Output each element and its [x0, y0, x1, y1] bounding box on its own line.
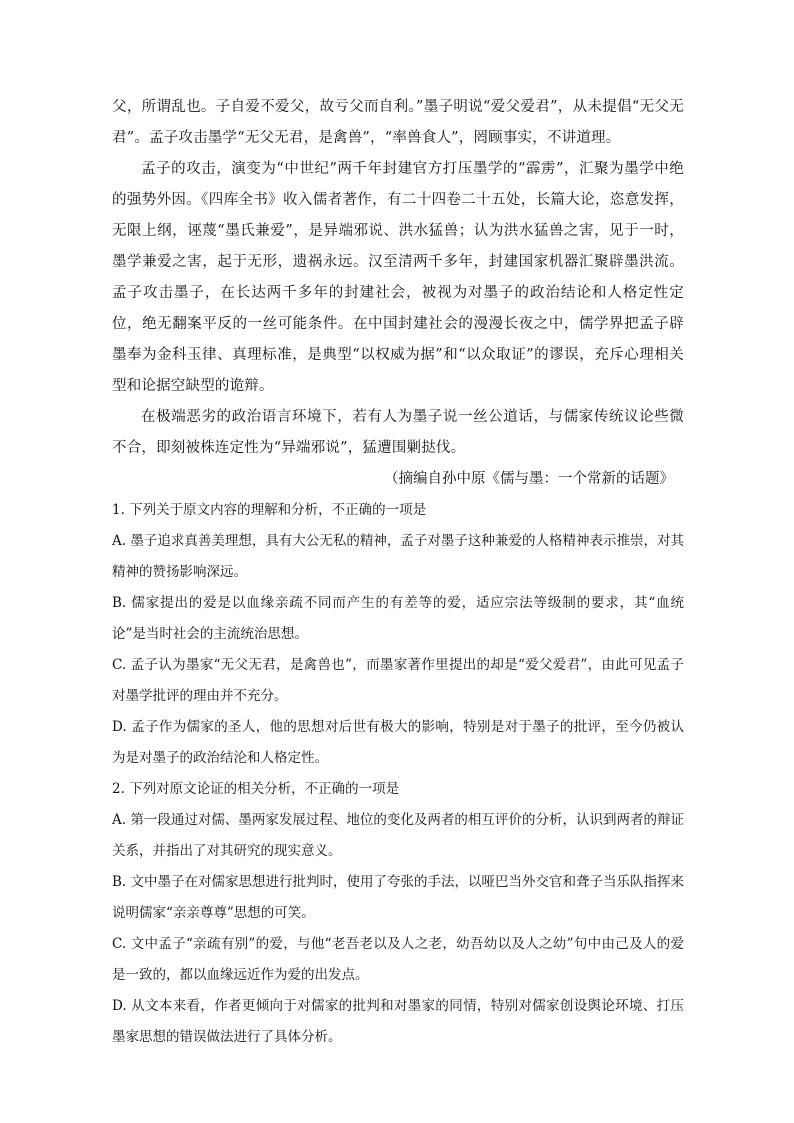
- question-option: C. 孟子认为墨家“无父无君，是禽兽也”，而墨家著作里提出的却是“爱父爱君”，由此可见孟子对墨学批评的理由并不充分。: [112, 657, 684, 704]
- question-option: B. 文中墨子在对儒家思想进行批判时，使用了夸张的手法，以哑巴当外交官和聋子当乐队指挥来说明儒家“亲亲尊尊”思想的可笑。: [112, 874, 685, 921]
- question-option: D. 从文本来看，作者更倾向于对儒家的批判和对墨家的同情，特别对儒家创设舆论环境、打压墨家思想的错误做法进行了具体分析。: [112, 998, 684, 1045]
- question-2: [112, 774, 684, 1053]
- passage-source: （摘编自孙中原《儒与墨：一个常新的话题》: [384, 471, 674, 487]
- passage-paragraph-1: 父，所谓乱也。子自爱不爱父，故亏父而自利。”墨子明说“爱父爱君”，从未提倡“无父无君”。孟子攻击墨学“无父无君，是禽兽”，“率兽食人”，罔顾事实，不讲道理。: [112, 99, 684, 146]
- question-stem: 1. 下列关于原文内容的理解和分析，不正确的一项是: [112, 502, 427, 518]
- question-option: C. 文中孟子“亲疏有别”的爱，与他“老吾老以及人之老，幼吾幼以及人之幼”句中由己及人的爱是一致的，都以血缘远近作为爱的出发点。: [112, 936, 684, 983]
- question-1: [112, 495, 684, 774]
- question-option: B. 儒家提出的爱是以血缘亲疏不同而产生的有差等的爱，适应宗法等级制的要求，其“血统论”是当时社会的主流统治思想。: [112, 595, 684, 642]
- question-option: A. 第一段通过对儒、墨两家发展过程、地位的变化及两者的相互评价的分析，认识到两者的辩证关系，并指出了对其研究的现实意义。: [112, 812, 684, 859]
- document-page: [112, 92, 684, 1053]
- passage-paragraph-2: 孟子的攻击，演变为“中世纪”两千年封建官方打压墨学的“霹雳”，汇聚为墨学中绝的强势外因。《四库全书》收入儒者著作，有二十四卷二十五处，长篇大论，恣意发挥，无限上纲，诬蔑“墨氏兼爱”，是异端邪说、洪水猛兽；认为洪水猛兽之害，见于一时，墨学兼爱之害，起于无形，遗祸永远。汉至清两千多年，封建国家机器汇聚辟墨洪流。孟子攻击墨子，在长达两千多年的封建社会，被视为对墨子的政治结论和人格定性定位，绝无翻案平反的一丝可能条件。在中国封建社会的漫漫长夜之中，儒学界把孟子辟墨奉为金科玉律、真理标准，是典型“以权威为据”和“以众取证”的谬误，充斥心理相关型和论据空缺型的诡辩。: [112, 161, 684, 394]
- question-option: D. 孟子作为儒家的圣人，他的思想对后世有极大的影响，特别是对于墨子的批评，至今仍被认为是对墨子的政治结沦和人格定性。: [112, 719, 684, 766]
- question-option: A. 墨子追求真善美理想，具有大公无私的精神，孟子对墨子这种兼爱的人格精神表示推崇，对其精神的赞扬影响深远。: [112, 533, 684, 580]
- passage-paragraph-3: 在极端恶劣的政治语言环境下，若有人为墨子说一丝公道话，与儒家传统议论些微不合，即刻被株连定性为“异端邪说”，猛遭围剿挞伐。: [112, 409, 684, 456]
- question-stem: 2. 下列对原文论证的相关分析，不正确的一项是: [112, 781, 400, 797]
